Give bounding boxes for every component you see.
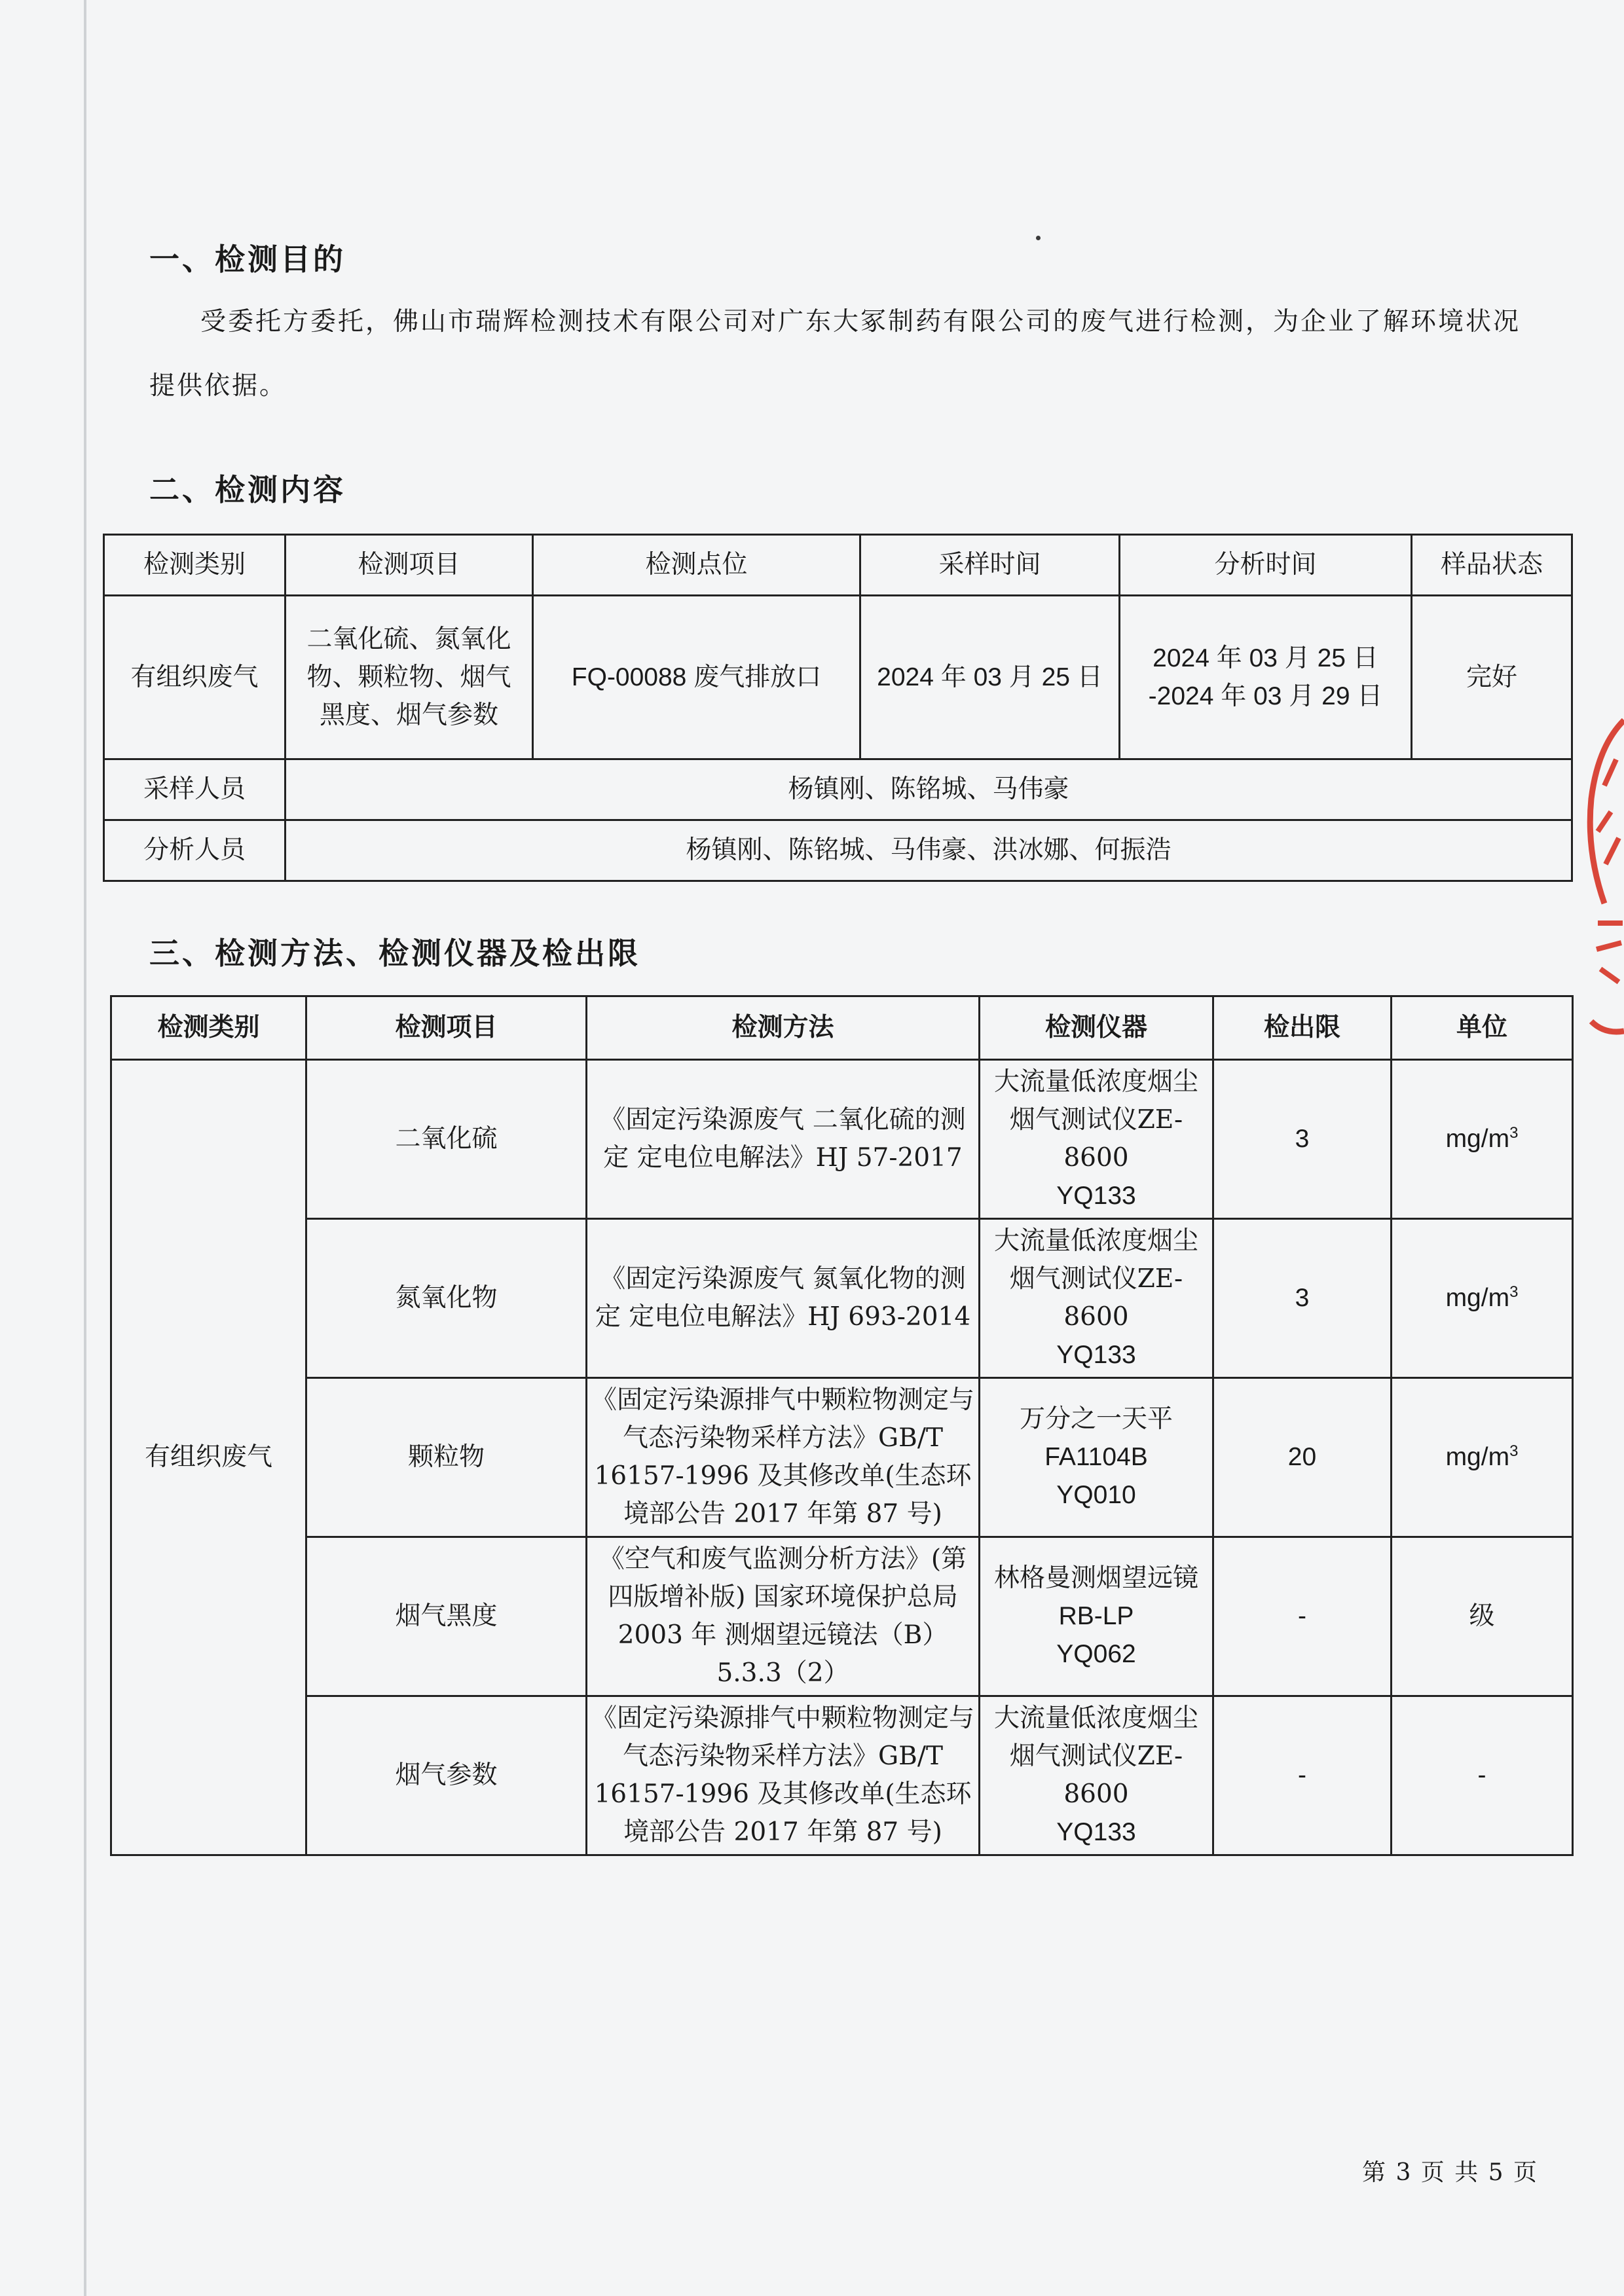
items-cell: 二氧化硫、氮氧化物、颗粒物、烟气黑度、烟气参数 bbox=[286, 596, 533, 759]
instrument-cell bbox=[980, 1537, 1213, 1696]
limit-cell: - bbox=[1213, 1696, 1392, 1855]
content-table bbox=[103, 534, 1573, 882]
unit-cell bbox=[1392, 1060, 1573, 1219]
item-cell: 烟气参数 bbox=[306, 1696, 587, 1855]
unit-cell: - bbox=[1392, 1696, 1573, 1855]
instrument-name: 大流量低浓度烟尘烟气测试仪ZE-8600 bbox=[993, 1067, 1198, 1173]
method-cell: 《空气和废气监测分析方法》(第四版增补版) 国家环境保护总局 2003 年 测烟望远镜法（B） 5.3.3（2） bbox=[587, 1537, 980, 1696]
section-title-purpose: 一、检测目的 bbox=[149, 242, 346, 277]
status-cell: 完好 bbox=[1412, 596, 1572, 759]
header-cell: 检测项目 bbox=[306, 996, 587, 1060]
instrument-name: 林格曼测烟望远镜 bbox=[993, 1563, 1198, 1593]
instrument-id: YQ133 bbox=[1056, 1341, 1136, 1369]
header-cell: 样品状态 bbox=[1412, 535, 1572, 596]
header-cell: 采样时间 bbox=[860, 535, 1120, 596]
instrument-id: YQ133 bbox=[1056, 1182, 1136, 1210]
instrument-id: YQ133 bbox=[1056, 1818, 1136, 1846]
section-title-content: 二、检测内容 bbox=[149, 472, 346, 507]
table-row bbox=[104, 596, 1572, 759]
unit-text: mg/m bbox=[1445, 1284, 1510, 1312]
scan-page-edge bbox=[84, 0, 86, 2296]
unit-text: mg/m bbox=[1445, 1125, 1510, 1153]
table-row bbox=[111, 1060, 1573, 1219]
unit-superscript: 3 bbox=[1509, 1442, 1519, 1460]
header-cell: 检测方法 bbox=[587, 996, 980, 1060]
instrument-cell bbox=[980, 1696, 1213, 1855]
instrument-name: 大流量低浓度烟尘烟气测试仪ZE-8600 bbox=[993, 1226, 1198, 1332]
samplers-cell: 杨镇刚、陈铭城、马伟豪 bbox=[286, 759, 1572, 820]
header-cell: 检测类别 bbox=[104, 535, 286, 596]
header-cell: 检测仪器 bbox=[980, 996, 1213, 1060]
unit-cell bbox=[1392, 1378, 1573, 1537]
table-header-row bbox=[111, 996, 1573, 1060]
analysis-time-cell bbox=[1120, 596, 1412, 759]
table-row bbox=[111, 1378, 1573, 1537]
method-cell: 《固定污染源废气 氮氧化物的测定 定电位电解法》HJ 693-2014 bbox=[587, 1219, 980, 1378]
item-cell: 烟气黑度 bbox=[306, 1537, 587, 1696]
limit-cell: 3 bbox=[1213, 1060, 1392, 1219]
item-cell: 氮氧化物 bbox=[306, 1219, 587, 1378]
unit-cell: 级 bbox=[1392, 1537, 1573, 1696]
table-row bbox=[104, 759, 1572, 820]
limit-cell: - bbox=[1213, 1537, 1392, 1696]
table-row bbox=[104, 820, 1572, 881]
unit-superscript: 3 bbox=[1509, 1124, 1519, 1142]
unit-text: mg/m bbox=[1445, 1443, 1510, 1471]
page-number: 第 3 页 共 5 页 bbox=[1362, 2159, 1539, 2186]
limit-cell: 20 bbox=[1213, 1378, 1392, 1537]
table-header-row bbox=[104, 535, 1572, 596]
table-row bbox=[111, 1219, 1573, 1378]
method-cell: 《固定污染源废气 二氧化硫的测定 定电位电解法》HJ 57-2017 bbox=[587, 1060, 980, 1219]
instrument-model: FA1104B bbox=[1044, 1443, 1148, 1471]
limit-cell: 3 bbox=[1213, 1219, 1392, 1378]
header-cell: 检测类别 bbox=[111, 996, 306, 1060]
sampler-label: 采样人员 bbox=[104, 759, 286, 820]
header-cell: 检测点位 bbox=[533, 535, 860, 596]
table-row bbox=[111, 1696, 1573, 1855]
analysis-time-start: 2024 年 03 月 25 日 bbox=[1153, 644, 1378, 672]
analysts-cell: 杨镇刚、陈铭城、马伟豪、洪冰娜、何振浩 bbox=[286, 820, 1572, 881]
instrument-name: 大流量低浓度烟尘烟气测试仪ZE-8600 bbox=[993, 1704, 1198, 1809]
instrument-cell bbox=[980, 1219, 1213, 1378]
category-cell: 有组织废气 bbox=[104, 596, 286, 759]
item-cell: 颗粒物 bbox=[306, 1378, 587, 1537]
method-cell: 《固定污染源排气中颗粒物测定与气态污染物采样方法》GB/T 16157-1996 及其修改单(生态环境部公告 2017 年第 87 号) bbox=[587, 1378, 980, 1537]
instrument-cell bbox=[980, 1060, 1213, 1219]
header-cell: 检测项目 bbox=[286, 535, 533, 596]
header-cell: 分析时间 bbox=[1120, 535, 1412, 596]
analysis-time-end: -2024 年 03 月 29 日 bbox=[1148, 682, 1383, 710]
section-title-methods: 三、检测方法、检测仪器及检出限 bbox=[149, 936, 640, 971]
seal-stamp-fragment bbox=[1578, 707, 1624, 1061]
purpose-paragraph: 受委托方委托，佛山市瑞辉检测技术有限公司对广东大冢制药有限公司的废气进行检测，为企业了解环境状况提供依据。 bbox=[149, 307, 1521, 401]
scan-speck bbox=[1036, 236, 1041, 240]
point-cell: FQ-00088 废气排放口 bbox=[533, 596, 860, 759]
item-cell: 二氧化硫 bbox=[306, 1060, 587, 1219]
category-cell: 有组织废气 bbox=[111, 1060, 306, 1855]
unit-superscript: 3 bbox=[1509, 1283, 1519, 1301]
unit-cell bbox=[1392, 1219, 1573, 1378]
instrument-cell bbox=[980, 1378, 1213, 1537]
instrument-model: RB-LP bbox=[1058, 1602, 1134, 1630]
header-cell: 单位 bbox=[1392, 996, 1573, 1060]
instrument-id: YQ062 bbox=[1056, 1640, 1136, 1668]
instrument-name: 万分之一天平 bbox=[1019, 1404, 1173, 1434]
analyst-label: 分析人员 bbox=[104, 820, 286, 881]
instrument-id: YQ010 bbox=[1056, 1481, 1136, 1509]
table-row bbox=[111, 1537, 1573, 1696]
header-cell: 检出限 bbox=[1213, 996, 1392, 1060]
method-cell: 《固定污染源排气中颗粒物测定与气态污染物采样方法》GB/T 16157-1996 及其修改单(生态环境部公告 2017 年第 87 号) bbox=[587, 1696, 980, 1855]
methods-table bbox=[110, 995, 1574, 1856]
sampling-time-cell: 2024 年 03 月 25 日 bbox=[860, 596, 1120, 759]
